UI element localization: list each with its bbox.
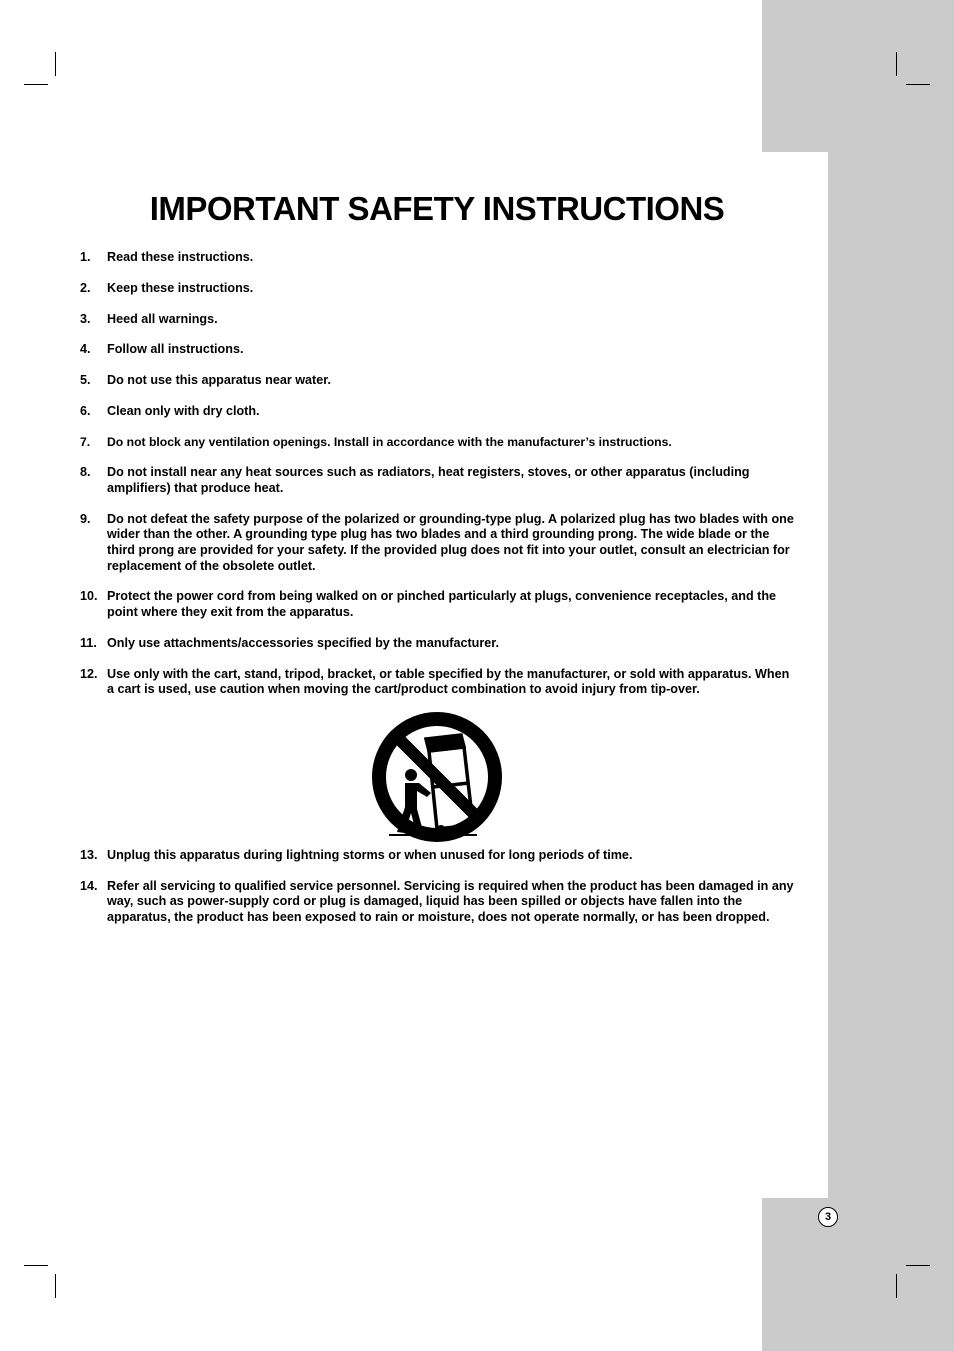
item-number: 12. [80,666,98,681]
item-text: Only use attachments/accessories specified by the manufacturer. [107,635,499,650]
page-number: 3 [818,1207,838,1227]
list-item [80,312,798,328]
item-number: 1. [80,250,91,264]
crop-mark [906,1265,930,1266]
crop-mark [55,1274,56,1298]
list-item [80,636,798,652]
list-item [80,435,798,451]
item-number: 4. [80,342,91,357]
list-item [80,589,798,620]
gray-margin-tab-bottom [762,1198,954,1351]
crop-mark [906,84,930,85]
item-number: 14. [80,878,98,893]
item-number: 6. [80,403,91,418]
crop-mark [896,1274,897,1298]
item-number: 2. [80,280,91,295]
item-text: Read these instructions. [107,250,254,264]
crop-mark [24,84,48,85]
crop-mark [55,52,56,76]
list-item [80,465,798,496]
list-item [80,250,798,266]
item-text: Follow all instructions. [107,342,244,357]
item-text: Unplug this apparatus during lightning storms or when unused for long periods of time. [107,847,633,862]
item-number: 10. [80,589,98,604]
page-title: IMPORTANT SAFETY INSTRUCTIONS [149,190,725,228]
list-item [80,667,798,698]
item-text: Do not block any ventilation openings. Install in accordance with the manufacturer’s instructions. [107,434,672,449]
item-text: Do not use this apparatus near water. [107,373,331,388]
item-number: 8. [80,465,91,480]
crop-mark [896,52,897,76]
item-number: 13. [80,847,98,862]
item-text: Keep these instructions. [107,280,254,295]
item-number: 3. [80,311,91,326]
item-number: 7. [80,434,91,449]
list-item [80,373,798,389]
item-text: Do not defeat the safety purpose of the polarized or grounding-type plug. A polarized plug has two blades with one wider than the other. A grounding type plug has two blades and a third grounding prong. The wide blade or the third prong are provided for your safety. If the provided plug does not fit into your outlet, consult an electrician for replacement of the obsolete outlet. [107,511,794,573]
list-item [80,281,798,297]
crop-mark [24,1265,48,1266]
item-text: Clean only with dry cloth. [107,403,260,418]
list-item [80,404,798,420]
item-text: Refer all servicing to qualified service personnel. Servicing is required when the product has been damaged in any way, such as power-supply cord or plug is damaged, liquid has been spilled or objects have fallen into the apparatus, the product has been exposed to rain or moisture, does not operate normally, or has been dropped. [107,878,794,924]
cart-tipover-warning-icon [371,711,503,843]
item-number: 5. [80,373,91,388]
list-item [80,879,798,926]
list-item [80,342,798,358]
item-number: 9. [80,511,91,526]
list-item [80,848,798,864]
item-text: Protect the power cord from being walked on or pinched particularly at plugs, convenience receptacles, and the point where they exit from the apparatus. [107,589,777,619]
item-text: Use only with the cart, stand, tripod, bracket, or table specified by the manufacturer, or sold with apparatus. When a cart is used, use caution when moving the cart/product combination to avoid injury from tip-over. [107,666,790,697]
item-text: Do not install near any heat sources such as radiators, heat registers, stoves, or other apparatus (including amplifiers) that produce heat. [107,465,750,496]
item-number: 11. [80,635,97,650]
list-item [80,512,798,574]
item-text: Heed all warnings. [107,311,218,326]
